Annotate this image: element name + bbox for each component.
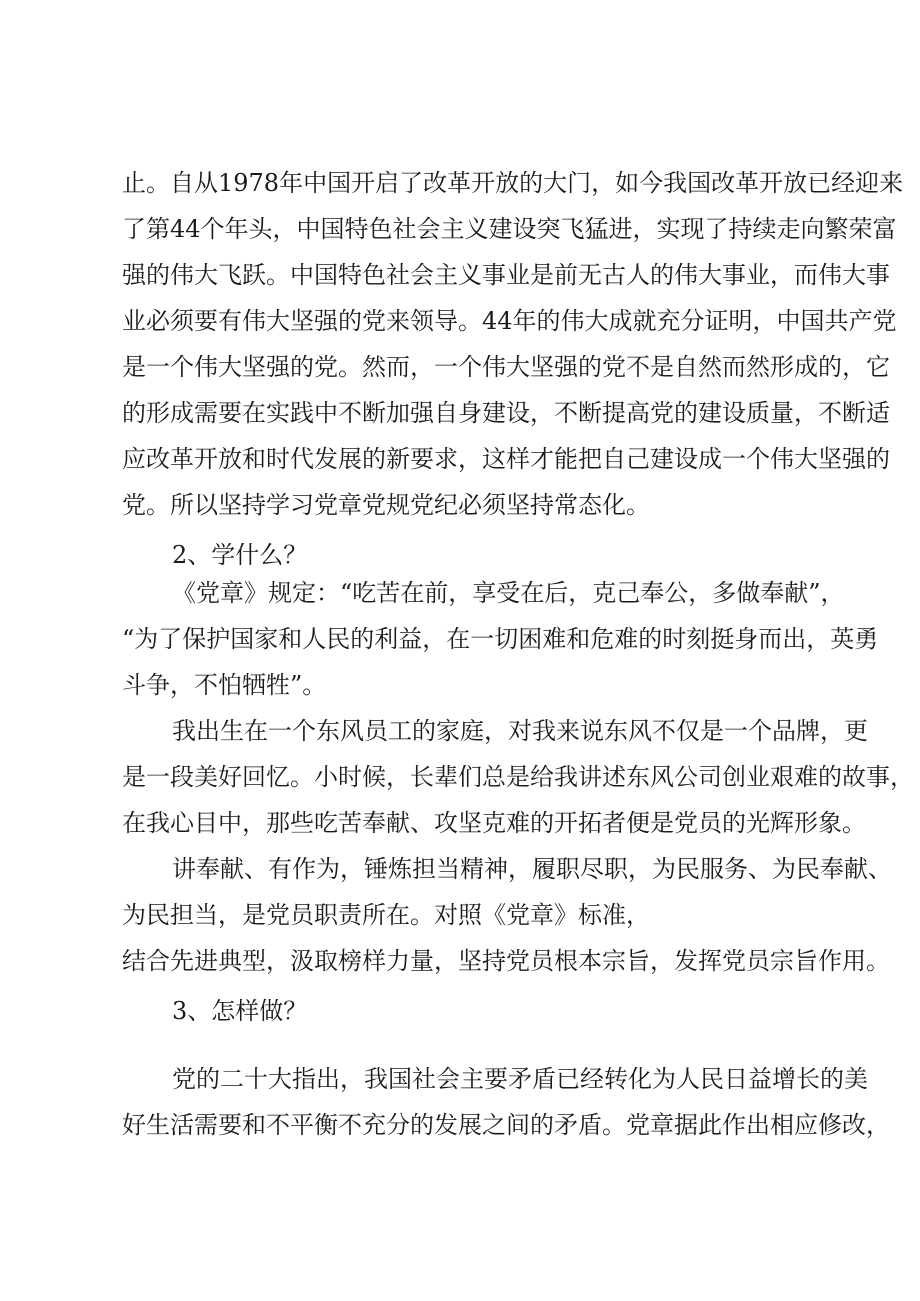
text-line: 了第44个年头，中国特色社会主义建设突飞猛进，实现了持续走向繁荣富 bbox=[122, 215, 897, 243]
text-line: 党。所以坚持学习党章党规党纪必须坚持常态化。 bbox=[122, 491, 650, 519]
text-line: 是一个伟大坚强的党。然而，一个伟大坚强的党不是自然而然形成的，它 bbox=[122, 353, 890, 381]
text-line: 我出生在一个东风员工的家庭，对我来说东风不仅是一个品牌，更 bbox=[172, 717, 868, 745]
text-line: 止。自从1978年中国开启了改革开放的大门，如今我国改革开放已经迎来 bbox=[122, 169, 904, 197]
text-line: “为了保护国家和人民的利益，在一切困难和危难的时刻挺身而出，英勇 bbox=[122, 625, 879, 653]
text-line: 好生活需要和不平衡不充分的发展之间的矛盾。党章据此作出相应修改， bbox=[122, 1111, 890, 1139]
text-line: 结合先进典型，汲取榜样力量，坚持党员根本宗旨，发挥党员宗旨作用。 bbox=[122, 947, 890, 975]
section-heading-2: 2、学什么？ bbox=[172, 541, 308, 569]
text-line: 业必须要有伟大坚强的党来领导。44年的伟大成就充分证明，中国共产党 bbox=[122, 307, 897, 335]
text-line: 斗争，不怕牺牲”。 bbox=[122, 671, 327, 699]
section-heading-3: 3、怎样做？ bbox=[172, 997, 308, 1025]
text-line: 为民担当，是党员职责所在。对照《党章》标准， bbox=[122, 901, 650, 929]
text-line: 讲奉献、有作为，锤炼担当精神，履职尽职，为民服务、为民奉献、 bbox=[172, 855, 892, 883]
text-line: 党的二十大指出，我国社会主要矛盾已经转化为人民日益增长的美 bbox=[172, 1065, 868, 1093]
text-line: 《党章》规定：“吃苦在前，享受在后，克己奉公，多做奉献”， bbox=[172, 579, 845, 607]
text-line: 是一段美好回忆。小时候，长辈们总是给我讲述东风公司创业艰难的故事， bbox=[122, 763, 914, 791]
text-line: 强的伟大飞跃。中国特色社会主义事业是前无古人的伟大事业，而伟大事 bbox=[122, 261, 890, 289]
text-line: 应改革开放和时代发展的新要求，这样才能把自己建设成一个伟大坚强的 bbox=[122, 445, 890, 473]
text-line: 在我心目中，那些吃苦奉献、攻坚克难的开拓者便是党员的光辉形象。 bbox=[122, 809, 866, 837]
text-line: 的形成需要在实践中不断加强自身建设，不断提高党的建设质量，不断适 bbox=[122, 399, 890, 427]
